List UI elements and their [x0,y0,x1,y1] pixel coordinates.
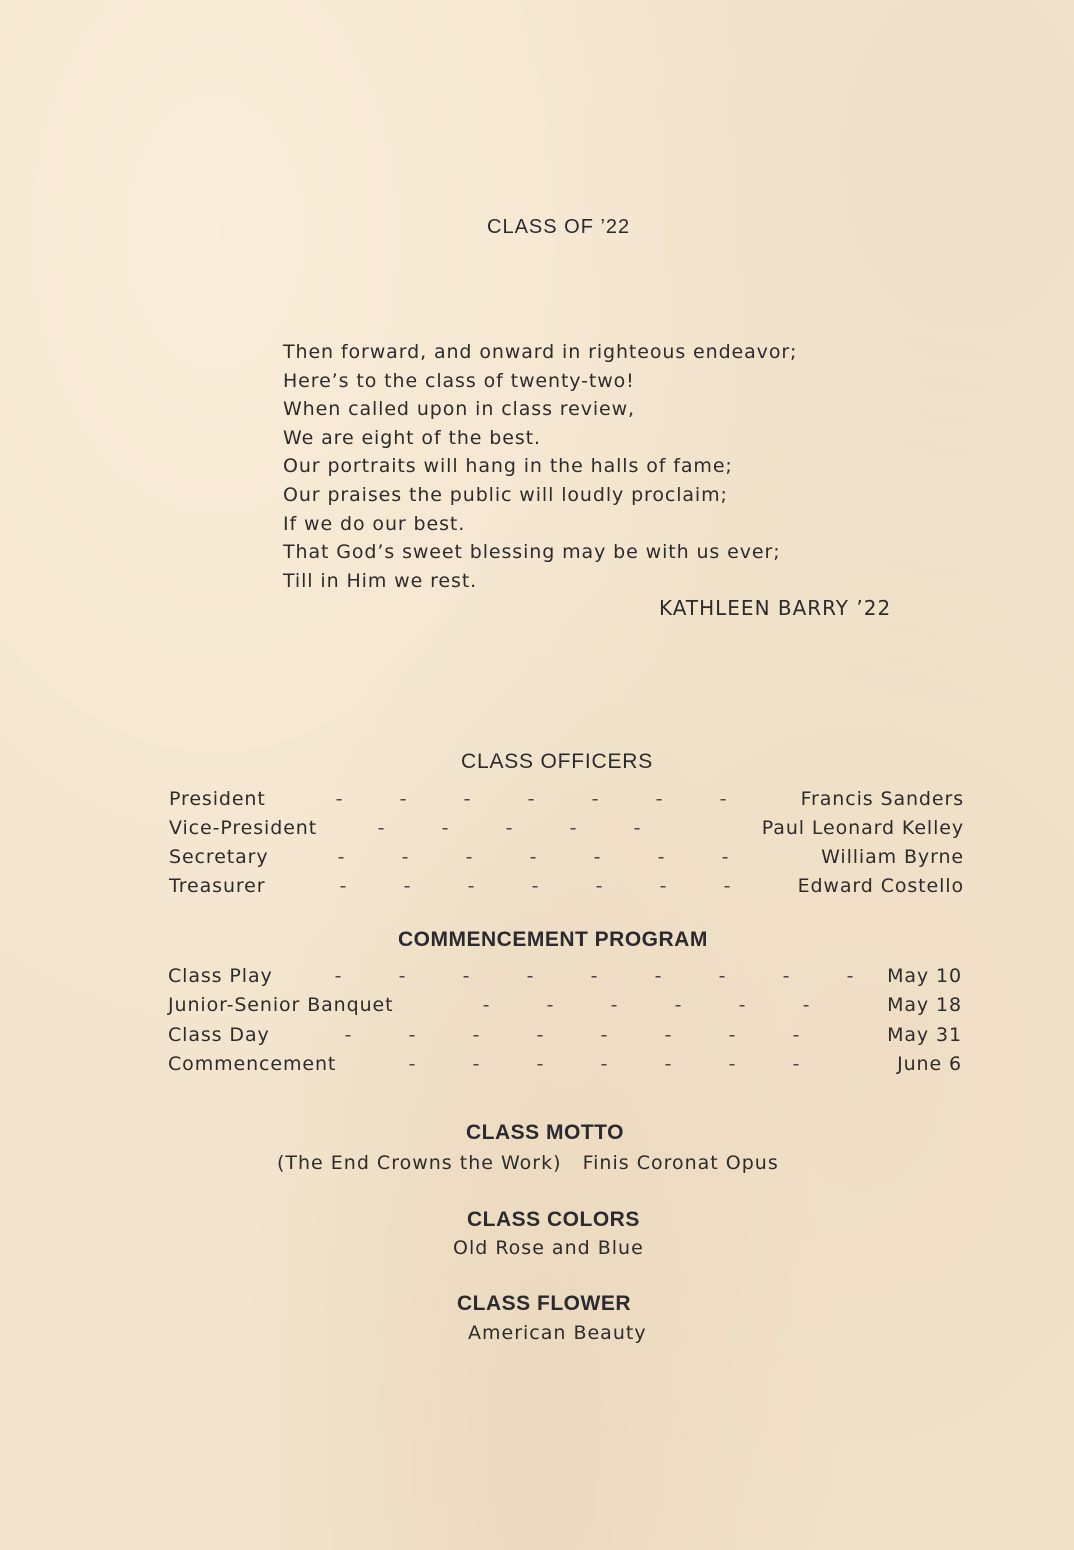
officer-row [169,785,964,814]
poem-line: Our portraits will hang in the halls of fame; [283,455,733,478]
officer-row [169,843,964,872]
poem-line: That God’s sweet blessing may be with us ever; [283,541,781,564]
poem-line: Here’s to the class of twenty-two! [283,369,635,392]
officer-role: Treasurer [169,875,266,897]
dot-leader: - - - - - - - [339,875,731,897]
officer-name: Francis Sanders [800,788,964,810]
program-heading: COMMENCEMENT PROGRAM [398,928,708,951]
program-date: May 18 [887,994,962,1017]
officer-role: Vice-President [169,817,318,839]
dot-leader: - - - - - - - [408,1052,800,1075]
poem-line: Till in Him we rest. [283,569,478,592]
poem-line: We are eight of the best. [283,426,541,449]
program-event: Junior-Senior Banquet [168,994,394,1017]
motto-heading: CLASS MOTTO [466,1121,624,1144]
poem-author: KATHLEEN BARRY ’22 [659,596,892,620]
class-poem [283,338,797,595]
program-date: June 6 [897,1052,962,1075]
poem-line: Then forward, and onward in righteous endeavor; [283,341,798,363]
officers-list [169,785,964,901]
program-event: Class Play [168,965,273,987]
program-list [168,962,962,1079]
dot-leader: - - - - - - - - - [334,965,854,987]
colors-heading: CLASS COLORS [467,1208,640,1231]
poem-line: When called upon in class review, [283,398,635,421]
program-event: Commencement [168,1052,337,1075]
dot-leader: - - - - - - [482,994,810,1017]
flower-heading: CLASS FLOWER [457,1292,631,1315]
program-event: Class Day [168,1023,270,1046]
officer-name: William Byrne [821,846,964,868]
poem-line: If we do our best. [283,512,466,535]
page-title: CLASS OF ’22 [487,216,631,238]
program-row [168,1050,962,1079]
motto-text: (The End Crowns the Work) Finis Coronat Opus [277,1152,779,1174]
program-row [168,962,962,991]
officers-heading: CLASS OFFICERS [461,750,654,773]
flower-text: American Beauty [468,1322,647,1344]
officer-name: Paul Leonard Kelley [761,817,964,839]
poem-line: Our praises the public will loudly proclaim; [283,483,728,506]
dot-leader: - - - - - - - [337,846,729,868]
program-row [168,1021,962,1050]
officer-role: Secretary [169,846,269,868]
program-row [168,991,962,1020]
dot-leader: - - - - - [377,817,641,839]
officer-role: President [169,788,266,810]
dot-leader: - - - - - - - - [344,1023,800,1046]
dot-leader: - - - - - - - [335,788,727,810]
officer-name: Edward Costello [797,875,964,897]
colors-text: Old Rose and Blue [453,1237,644,1259]
program-date: May 10 [887,965,962,987]
officer-row [169,872,964,901]
officer-row [169,814,964,843]
program-date: May 31 [887,1023,962,1046]
